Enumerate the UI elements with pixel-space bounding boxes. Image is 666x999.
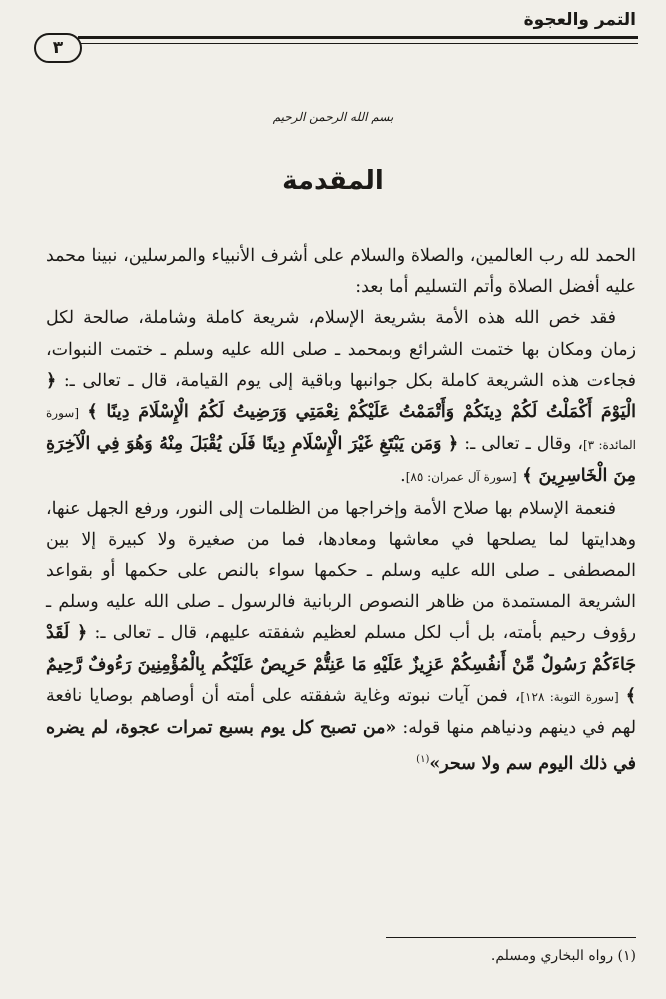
header-rule [78,36,638,39]
verse-reference-3: [سورة التوبة: ١٢٨] [520,689,619,704]
verse-reference-1: [سورة المائدة: ٣] [46,406,636,453]
body-text [46,241,636,780]
section-title: المقدمة [282,166,384,196]
paragraph-2-mid: ، وقال ـ تعالى ـ: [464,434,583,455]
paragraph-3-lead: فنعمة الإسلام بها صلاح الأمة وإخراجها من الظلمات إلى النور، ورفع الجهل عنها، وهدايتها لما يصلحها في معاشها ومعادها، فما من صغيرة ولا كبيرة إلا بين المصطفى ـ صلى الله عليه وسلم ـ حكمها سواء بالنص على حكمها أو بقواعد الشريعة المستمدة من ظاهر النصوص الربانية فالرسول ـ صلى الله عليه وسلم ـ رؤوف رحيم بأمته، بل أب لكل مسلم لعظيم شفقته عليهم، قال ـ تعالى ـ: [46,498,637,644]
verse-reference-2: [سورة آل عمران: ٨٥] [405,470,517,485]
footnote-rule [386,937,636,938]
page-number-badge [34,33,82,63]
basmala-calligraphy: بسم الله الرحمن الرحيم [272,110,394,124]
quran-verse-3: ﴿ لَقَدْ جَاءَكُمْ رَسُولٌ مِّنْ أَنفُسِكُمْ عَزِيزٌ عَلَيْهِ مَا عَنِتُّمْ حَرِيصٌ عَلَيْكُم بِالْمُؤْمِنِينَ رَءُوفٌ رَّحِيمٌ ﴾ [46,623,636,706]
footnote-marker: (١) [416,754,430,766]
quran-verse-2: ﴿ وَمَن يَبْتَغِ غَيْرَ الْإِسْلَامِ دِينًا فَلَن يُقْبَلَ مِنْهُ وَهُوَ فِي الْآخِرَةِ مِنَ الْخَاسِرِينَ ﴾ [46,434,636,487]
paragraph-2 [46,303,636,493]
running-title: التمر والعجوة [523,10,636,30]
paragraph-1: الحمد لله رب العالمين، والصلاة والسلام على أشرف الأنبياء والمرسلين، نبينا محمد عليه أفضل الصلاة وأتم التسليم أما بعد: [46,246,636,298]
paragraph-2-end: . [400,466,406,487]
quran-verse-1: ﴿ الْيَوْمَ أَكْمَلْتُ لَكُمْ دِينَكُمْ وَأَتْمَمْتُ عَلَيْكُمْ نِعْمَتِي وَرَضِيتُ لَكُمُ الْإِسْلَامَ دِينًا ﴾ [46,370,636,423]
paragraph-2-lead: فقد خص الله هذه الأمة بشريعة الإسلام، شريعة كاملة وشاملة، صالحة لكل زمان ومكان بها ختمت الشرائع وبمحمد ـ صلى الله عليه وسلم ـ ختمت النبوات، فجاءت هذه الشريعة كاملة بكل جوانبها وباقية إلى يوم القيامة، قال ـ تعالى ـ: [46,308,636,391]
paragraph-3 [46,494,636,781]
page-number: ٣ [52,38,64,58]
footnote: (١) رواه البخاري ومسلم. [490,948,636,964]
header-rule-thin [78,43,638,44]
hadith-quote: «من تصبح كل يوم بسبع تمرات عجوة، لم يضره في ذلك اليوم سم ولا سحر» [46,718,636,775]
paragraph-3-mid: ، فمن آيات نبوته وغاية شفقته على أمته أن أوصاهم بوصايا نافعة لهم في دينهم ودنياهم منها قوله: [46,685,636,739]
